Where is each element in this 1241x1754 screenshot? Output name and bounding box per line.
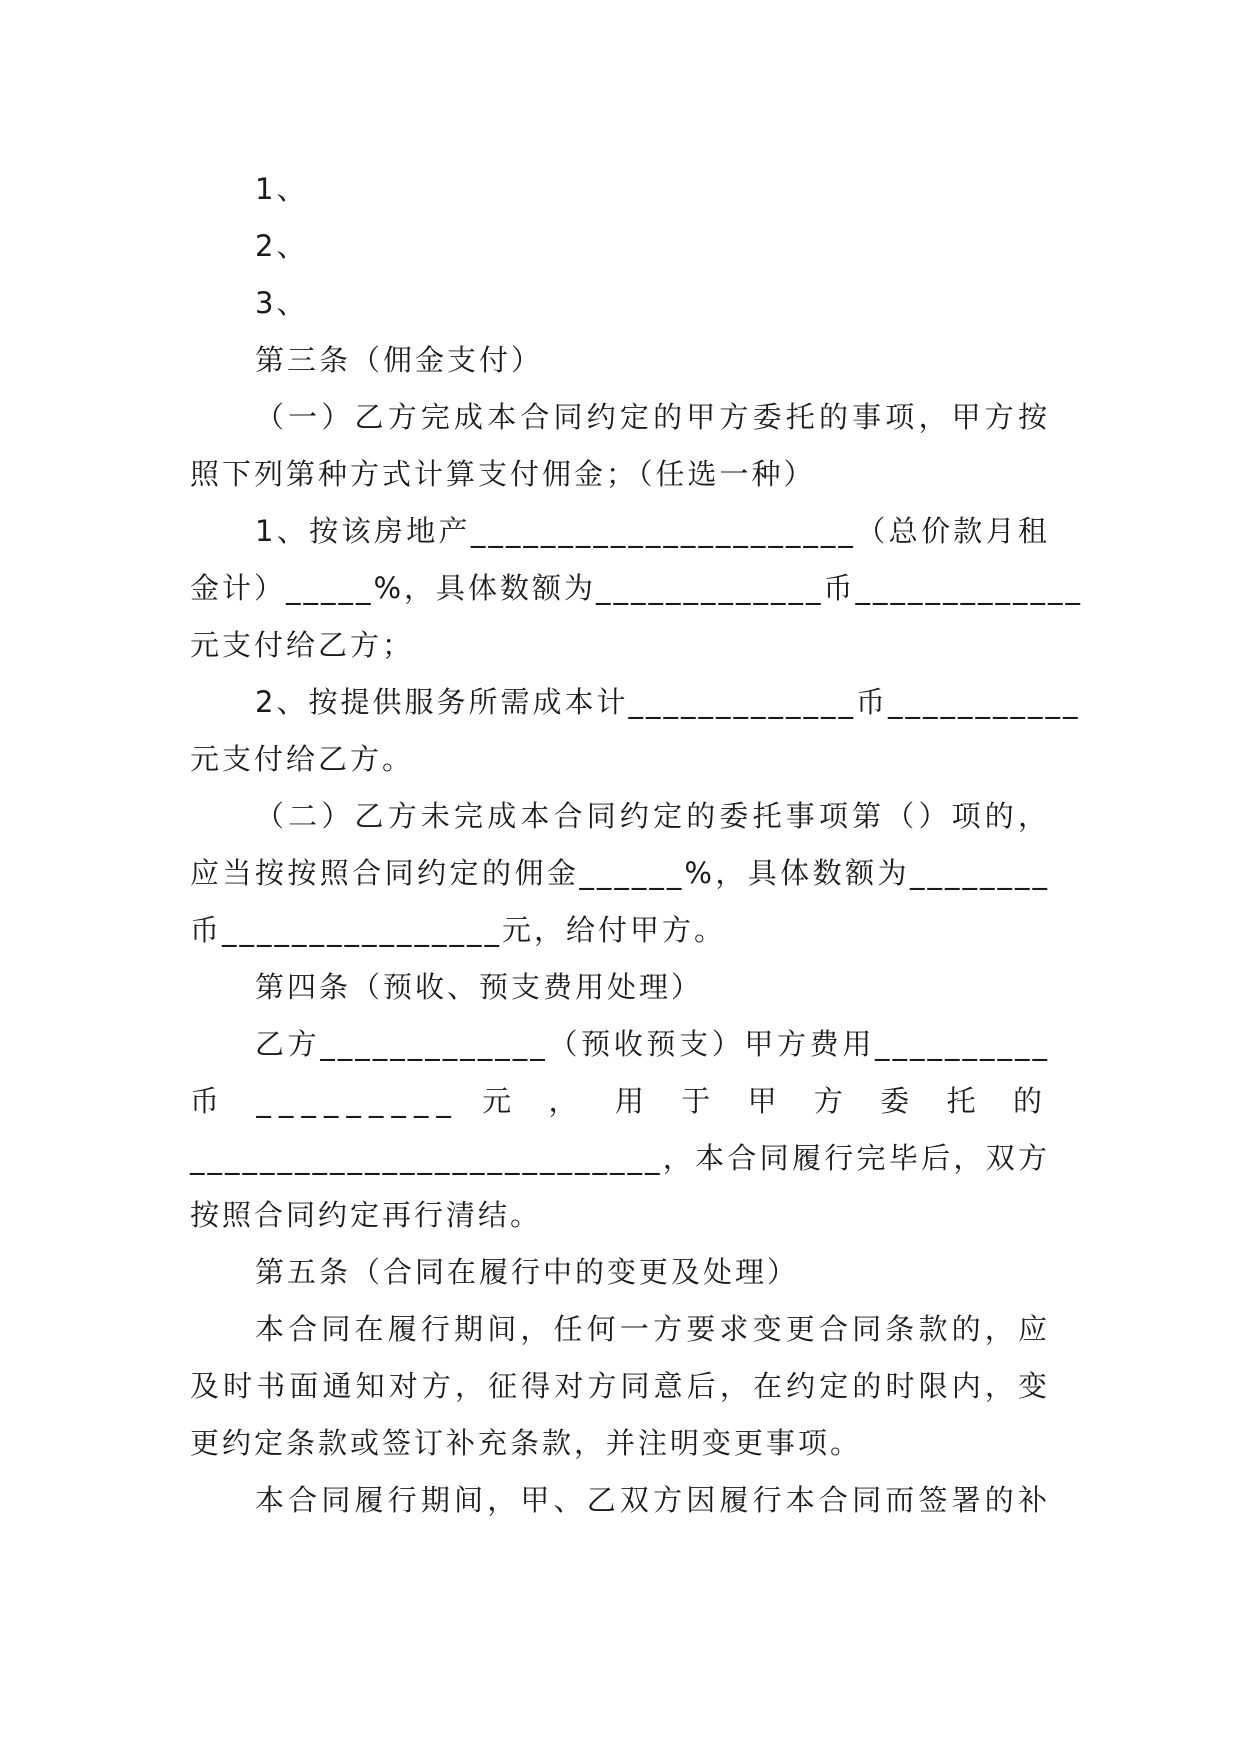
paragraph-line: 照下列第种方式计算支付佣金；（任选一种） [190, 457, 816, 491]
paragraph-line: 币________________元，给付甲方。 [190, 913, 727, 947]
article-3-heading: 第三条（佣金支付） [255, 343, 544, 377]
paragraph-line: 本合同在履行期间，任何一方要求变更合同条款的，应 [255, 1312, 1050, 1346]
paragraph-line: 币 _________ 元 ， 用 于 甲 方 委 托 的 [190, 1084, 1050, 1118]
article-5-heading: 第五条（合同在履行中的变更及处理） [255, 1255, 800, 1289]
paragraph-line: ___________________________，本合同履行完毕后，双方 [190, 1141, 1050, 1175]
paragraph-line: 乙方_____________（预收预支）甲方费用__________ [255, 1027, 1050, 1061]
list-item-3: 3、 [255, 286, 309, 320]
paragraph-line: 及时书面通知对方，征得对方同意后，在约定的时限内，变 [190, 1369, 1050, 1403]
list-item-1: 1、 [255, 172, 309, 206]
paragraph-line: 1、按该房地产______________________（总价款月租 [255, 514, 1050, 548]
paragraph-line: 金计）_____%，具体数额为_____________币_____________ [190, 571, 1084, 605]
paragraph-line: 本合同履行期间，甲、乙双方因履行本合同而签署的补 [255, 1483, 1050, 1517]
paragraph-line: 按照合同约定再行清结。 [190, 1198, 543, 1232]
paragraph-line: 应当按按照合同约定的佣金______%，具体数额为________ [190, 856, 1050, 890]
paragraph-line: 元支付给乙方。 [190, 742, 415, 776]
paragraph-line: 元支付给乙方； [190, 628, 415, 662]
article-4-heading: 第四条（预收、预支费用处理） [255, 970, 704, 1004]
paragraph-line: （二）乙方未完成本合同约定的委托事项第（）项的， [255, 799, 1050, 833]
paragraph-line: （一）乙方完成本合同约定的甲方委托的事项，甲方按 [255, 400, 1050, 434]
paragraph-line: 更约定条款或签订补充条款，并注明变更事项。 [190, 1426, 863, 1460]
list-item-2: 2、 [255, 229, 309, 263]
paragraph-line: 2、按提供服务所需成本计_____________币___________ [255, 685, 1081, 719]
